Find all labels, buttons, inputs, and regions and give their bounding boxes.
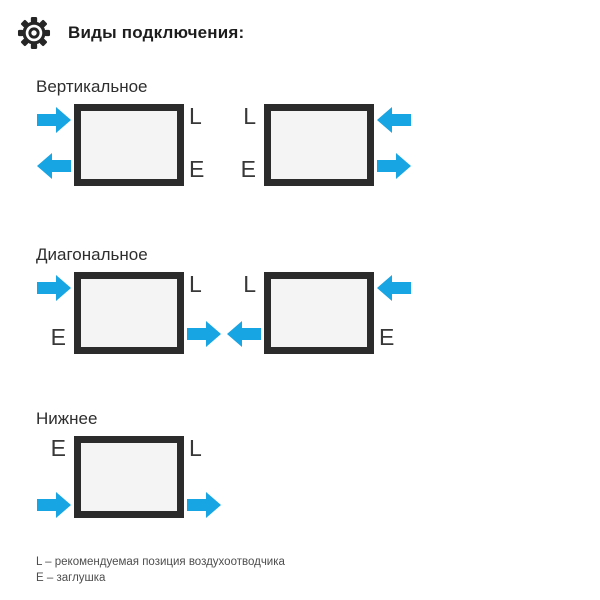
radiator-box <box>264 272 374 354</box>
port-slot <box>226 272 264 313</box>
legend-line-l: L – рекомендуемая позиция воздухоотводчика <box>36 556 285 568</box>
outlet-slot <box>184 477 222 518</box>
diagram-bottom <box>36 436 222 518</box>
inlet-slot <box>374 272 412 313</box>
radiator-box <box>74 436 184 518</box>
flow-arrow-right-icon <box>37 275 71 301</box>
outlet-slot <box>374 145 412 186</box>
section-diagonal <box>36 245 412 354</box>
section-bottom <box>36 409 222 518</box>
flow-arrow-left-icon <box>377 275 411 301</box>
radiator-box <box>74 272 184 354</box>
gear-icon <box>16 15 52 51</box>
radiator-box <box>264 104 374 186</box>
inlet-slot <box>36 272 74 313</box>
diagram-diagonal-left <box>36 272 222 354</box>
port-slot <box>184 104 222 145</box>
port-slot <box>36 436 74 477</box>
port-slot <box>184 272 222 313</box>
diagram-vertical-right <box>226 104 412 186</box>
port-label: L <box>243 103 256 129</box>
flow-arrow-left-icon <box>37 153 71 179</box>
outlet-slot <box>36 145 74 186</box>
section-label: Вертикальное <box>36 77 148 96</box>
port-slot <box>226 104 264 145</box>
diagram-vertical-left <box>36 104 222 186</box>
port-label: E <box>50 324 66 350</box>
radiator-box <box>74 104 184 186</box>
port-label: L <box>189 103 202 129</box>
flow-arrow-left-icon <box>377 107 411 133</box>
port-label: E <box>189 156 205 182</box>
outlet-slot <box>226 313 264 354</box>
port-label: L <box>189 271 202 297</box>
port-label: L <box>189 435 202 461</box>
port-slot <box>36 313 74 354</box>
port-slot <box>226 145 264 186</box>
page-header <box>16 15 244 51</box>
port-label: E <box>379 324 395 350</box>
section-label: Нижнее <box>36 409 98 428</box>
outlet-slot <box>184 313 222 354</box>
flow-arrow-right-icon <box>377 153 411 179</box>
flow-arrow-right-icon <box>37 492 71 518</box>
inlet-slot <box>36 477 74 518</box>
flow-arrow-right-icon <box>37 107 71 133</box>
port-slot <box>184 436 222 477</box>
port-slot <box>184 145 222 186</box>
inlet-slot <box>36 104 74 145</box>
legend-line-e: E – заглушка <box>36 572 106 584</box>
port-label: E <box>50 435 66 461</box>
section-vertical <box>36 77 412 186</box>
section-label: Диагональное <box>36 245 148 264</box>
inlet-slot <box>374 104 412 145</box>
legend <box>36 554 285 586</box>
diagram-diagonal-right <box>226 272 412 354</box>
port-slot <box>374 313 412 354</box>
flow-arrow-right-icon <box>187 492 221 518</box>
port-label: E <box>240 156 256 182</box>
port-label: L <box>243 271 256 297</box>
page-title: Виды подключения: <box>68 23 245 42</box>
flow-arrow-right-icon <box>187 321 221 347</box>
flow-arrow-left-icon <box>227 321 261 347</box>
